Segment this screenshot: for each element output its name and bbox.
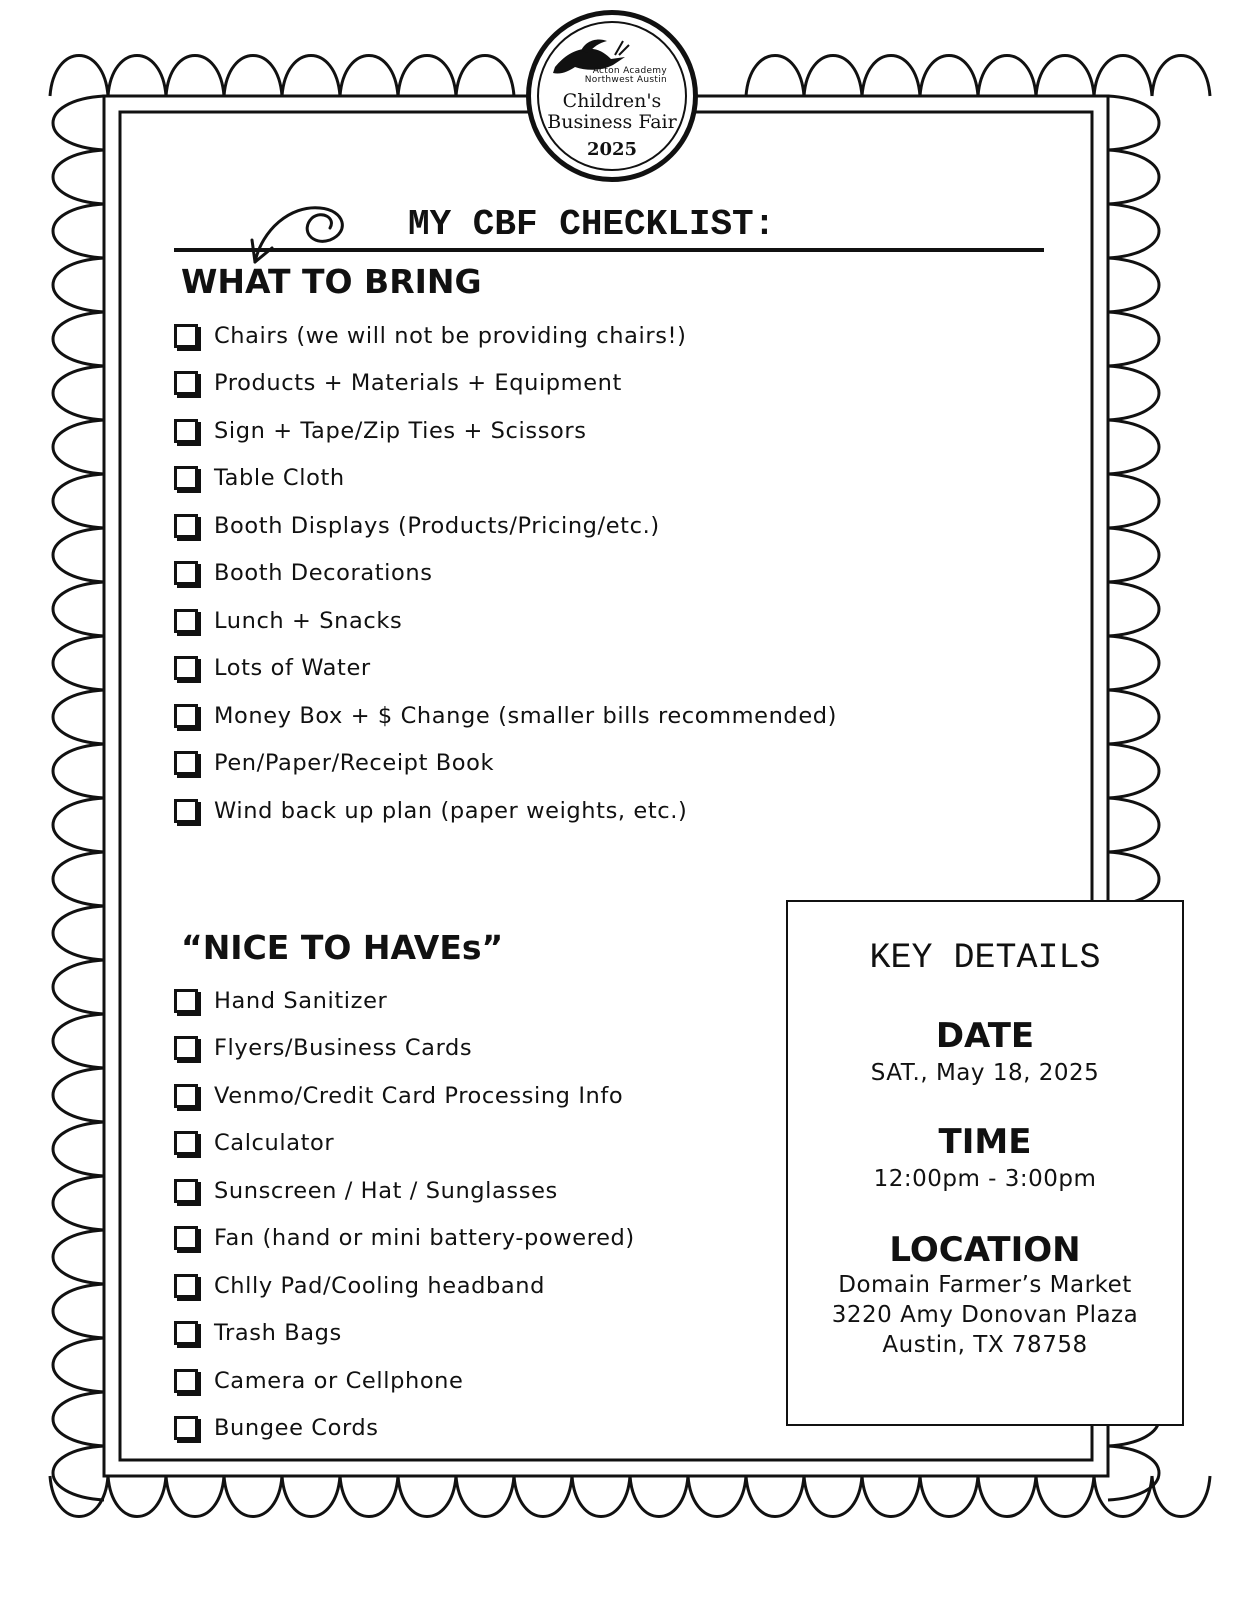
checklist-item-label: Lots of Water [214, 655, 371, 682]
checklist-item-label: Flyers/Business Cards [214, 1035, 473, 1062]
section-title-what-to-bring: WHAT TO BRING [181, 262, 482, 301]
badge-year: 2025 [586, 139, 638, 160]
checklist-item [174, 502, 837, 550]
date-value: SAT., May 18, 2025 [870, 1060, 1100, 1086]
checklist-item-label: Table Cloth [214, 465, 345, 492]
checkbox[interactable] [174, 371, 198, 395]
time-label: TIME [938, 1122, 1032, 1162]
section-title-nice-to-haves: “NICE TO HAVEs” [181, 928, 504, 967]
location-line: Domain Farmer’s Market [838, 1272, 1132, 1298]
academy-name: Acton Academy Northwest Austin [584, 66, 667, 85]
location-line: Austin, TX 78758 [882, 1332, 1088, 1358]
checklist-item [174, 787, 837, 835]
checklist-item [174, 312, 837, 360]
date-label: DATE [935, 1016, 1035, 1056]
checklist-item-label: Trash Bags [214, 1320, 342, 1347]
nice-to-have-list [174, 977, 635, 1452]
checklist-item [174, 1167, 635, 1215]
checklist-item-label: Chairs (we will not be providing chairs!) [214, 322, 687, 349]
checkbox[interactable] [174, 1416, 198, 1440]
checklist-item-label: Booth Displays (Products/Pricing/etc.) [214, 512, 660, 539]
checkbox[interactable] [174, 1179, 198, 1203]
checklist-item-label: Lunch + Snacks [214, 607, 403, 634]
checkbox[interactable] [174, 324, 198, 348]
time-value: 12:00pm - 3:00pm [873, 1166, 1097, 1192]
checkbox[interactable] [174, 656, 198, 680]
checkbox[interactable] [174, 419, 198, 443]
checklist-item-label: Booth Decorations [214, 560, 433, 587]
checklist-item-label: Sunscreen / Hat / Sunglasses [214, 1177, 558, 1204]
checkbox[interactable] [174, 1131, 198, 1155]
key-details-title: KEY DETAILS [869, 938, 1101, 978]
checklist-item [174, 977, 635, 1025]
checkbox[interactable] [174, 1274, 198, 1298]
location-line: 3220 Amy Donovan Plaza [831, 1302, 1139, 1328]
checklist-item-label: Fan (hand or mini battery-powered) [214, 1225, 635, 1252]
checklist-item [174, 1262, 635, 1310]
checklist-item-label: Money Box + $ Change (smaller bills recommended) [214, 702, 838, 729]
checkbox[interactable] [174, 609, 198, 633]
checkbox[interactable] [174, 561, 198, 585]
checkbox[interactable] [174, 1226, 198, 1250]
checkbox[interactable] [174, 704, 198, 728]
checklist-item-label: Products + Materials + Equipment [214, 370, 622, 397]
checkbox[interactable] [174, 466, 198, 490]
checklist-item [174, 407, 837, 455]
checklist-item [174, 1072, 635, 1120]
checklist-item [174, 1025, 635, 1073]
checklist-item [174, 1310, 635, 1358]
checklist-item-label: Sign + Tape/Zip Ties + Scissors [214, 417, 587, 444]
checklist-item-label: Venmo/Credit Card Processing Info [214, 1082, 624, 1109]
checklist-item [174, 692, 837, 740]
checklist-item-label: Wind back up plan (paper weights, etc.) [214, 797, 688, 824]
checklist-item [174, 1405, 635, 1453]
checklist-item [174, 645, 837, 693]
checklist-item-label: Chlly Pad/Cooling headband [214, 1272, 545, 1299]
checklist-item [174, 455, 837, 503]
title-underline [174, 248, 1044, 252]
checklist-item-label: Camera or Cellphone [214, 1367, 464, 1394]
location-label: LOCATION [889, 1230, 1081, 1270]
location-value [788, 1270, 1182, 1360]
checkbox[interactable] [174, 1321, 198, 1345]
checklist-item [174, 1215, 635, 1263]
checkbox[interactable] [174, 1084, 198, 1108]
swirl-arrow-icon [252, 208, 342, 262]
checkbox[interactable] [174, 1036, 198, 1060]
checklist-item [174, 550, 837, 598]
badge-title: Children's Business Fair [547, 90, 677, 133]
checklist-item [174, 740, 837, 788]
checklist-item-label: Hand Sanitizer [214, 987, 388, 1014]
checklist-item [174, 1357, 635, 1405]
event-logo-badge [526, 10, 698, 182]
checklist-item-label: Bungee Cords [214, 1415, 379, 1442]
checkbox[interactable] [174, 989, 198, 1013]
checklist-item-label: Pen/Paper/Receipt Book [214, 750, 495, 777]
checkbox[interactable] [174, 514, 198, 538]
checklist-item [174, 360, 837, 408]
checkbox[interactable] [174, 751, 198, 775]
checklist-item [174, 1120, 635, 1168]
key-details-box [786, 900, 1184, 1426]
page-title: MY CBF CHECKLIST: [408, 204, 776, 245]
what-to-bring-list [174, 312, 837, 835]
checklist-item [174, 597, 837, 645]
checkbox[interactable] [174, 1369, 198, 1393]
checkbox[interactable] [174, 799, 198, 823]
checklist-item-label: Calculator [214, 1130, 335, 1157]
